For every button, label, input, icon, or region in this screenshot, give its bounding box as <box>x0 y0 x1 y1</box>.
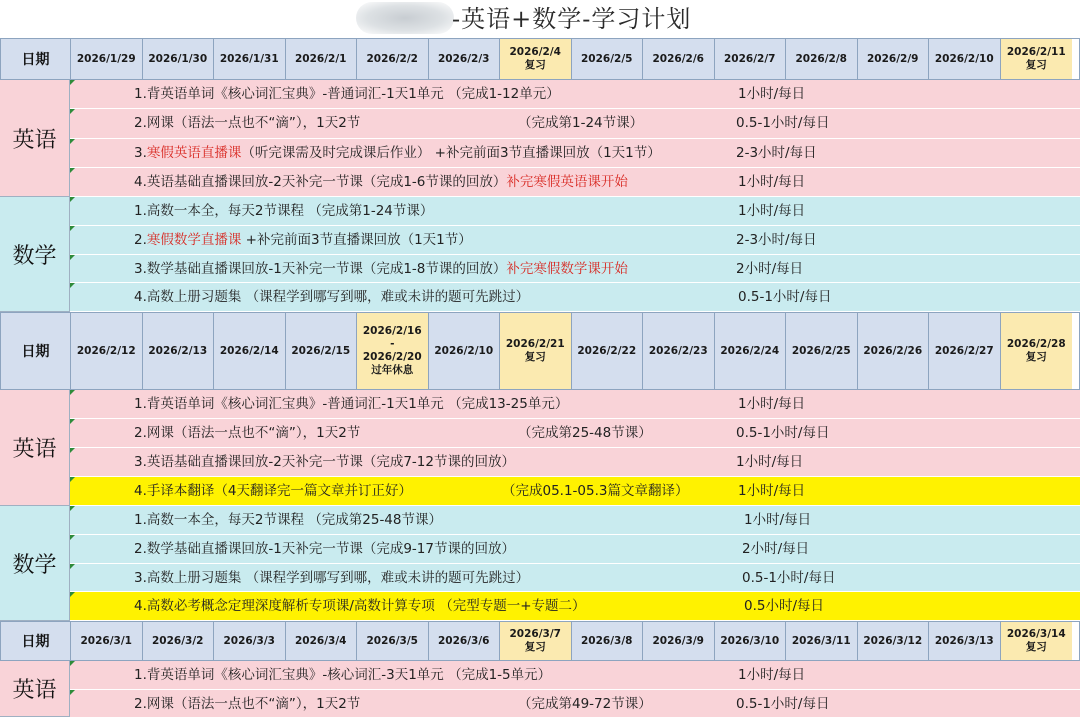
review-label: 复习 <box>1025 641 1047 653</box>
cell-comment-marker <box>70 168 75 173</box>
task-text <box>134 448 515 477</box>
task-text <box>134 168 628 197</box>
cell-comment-marker <box>70 535 75 540</box>
date-cell <box>643 39 715 79</box>
cell-comment-marker <box>70 255 75 260</box>
time-per-day: 1小时/每日 <box>738 396 806 412</box>
date-label: 日期 <box>1 313 71 389</box>
date-text: 2026/2/12 <box>76 344 136 357</box>
task-goal: （完成第1-24节课） <box>518 115 644 132</box>
time-per-day: 0.5小时/每日 <box>744 598 825 615</box>
time-per-day: 2小时/每日 <box>742 540 810 557</box>
date-text: 2026/3/4 <box>294 634 347 647</box>
time-per-day: 1小时/每日 <box>738 483 806 499</box>
cell-comment-marker <box>70 390 75 395</box>
holiday-label: 过年休息 <box>371 364 414 376</box>
task-rows <box>70 80 1080 197</box>
date-text: 2026/2/24 <box>720 344 780 357</box>
cell-comment-marker <box>70 592 75 597</box>
task-text-part: 1.背英语单词《核心词汇宝典》-普通词汇-1天1单元 （完成1-12单元） <box>134 86 560 102</box>
task-text-part: 2.网课（语法一点也不“滴”），1天2节 <box>134 696 361 712</box>
date-cell <box>643 622 715 660</box>
blurred-name-area <box>356 2 454 34</box>
task-text <box>134 283 529 312</box>
task-row <box>70 419 1080 448</box>
task-text <box>134 390 568 419</box>
date-text: 2026/3/2 <box>151 634 204 647</box>
subject-block <box>0 661 1080 717</box>
time-per-day: 2-3小时/每日 <box>736 231 817 248</box>
cell-comment-marker <box>70 226 75 231</box>
task-rows <box>70 661 1080 717</box>
cell-comment-marker <box>70 661 75 666</box>
date-text: 2026/2/2 <box>366 52 418 65</box>
task-text <box>134 535 515 564</box>
review-label: 复习 <box>524 59 546 71</box>
date-cell <box>286 39 358 79</box>
task-row <box>70 139 1080 168</box>
cell-comment-marker <box>70 448 75 453</box>
task-goal: （完成05.1-05.3篇文章翻译） <box>502 483 689 499</box>
date-text: 2026/2/10 <box>434 344 494 357</box>
subject-block <box>0 80 1080 197</box>
date-cell <box>858 39 930 79</box>
task-text <box>134 661 551 690</box>
time-per-day: 1小时/每日 <box>738 667 806 683</box>
date-text: 2026/1/29 <box>76 52 136 65</box>
date-cell <box>286 622 358 660</box>
date-text: 2026/2/14 <box>219 344 279 357</box>
date-text: 2026/2/26 <box>863 344 923 357</box>
date-cell <box>572 39 644 79</box>
date-cell <box>357 39 429 79</box>
task-text <box>134 80 560 109</box>
task-row <box>70 226 1080 255</box>
task-row <box>70 535 1080 564</box>
task-text <box>134 197 433 226</box>
task-text-part: 1.高数一本全，每天2节课程 （完成第1-24节课） <box>134 203 434 219</box>
date-text: 2026/2/25 <box>791 344 851 357</box>
date-cell <box>143 313 215 389</box>
task-row <box>70 448 1080 477</box>
date-cell <box>286 313 358 389</box>
title-bar <box>0 0 1080 38</box>
task-row <box>70 390 1080 419</box>
cell-comment-marker <box>70 197 75 202</box>
time-per-day: 1小时/每日 <box>736 454 804 470</box>
cell-comment-marker <box>70 564 75 569</box>
task-row <box>70 109 1080 138</box>
date-cell <box>929 313 1001 389</box>
task-goal: （完成第25-48节课） <box>518 425 652 441</box>
date-text: 2026/2/5 <box>580 52 633 65</box>
date-range-text: - <box>390 338 395 350</box>
time-per-day: 0.5-1小时/每日 <box>736 425 830 441</box>
date-text: 2026/2/3 <box>437 52 490 65</box>
date-text: 2026/3/8 <box>580 634 633 647</box>
date-row <box>0 621 1080 661</box>
date-cell <box>429 39 501 79</box>
task-text-part: 4.高数必考概念定理深度解析专项课/高数计算专项 （完型专题一+专题二） <box>134 598 586 615</box>
date-cell <box>1001 39 1073 79</box>
date-cell <box>500 622 572 660</box>
date-cell <box>500 39 572 79</box>
subject-label: 英语 <box>0 80 70 197</box>
date-text: 2026/2/8 <box>795 52 847 65</box>
date-cell <box>715 313 787 389</box>
date-cell <box>214 622 286 660</box>
subject-block <box>0 506 1080 621</box>
date-text: 2026/3/1 <box>80 634 132 647</box>
date-text: 2026/1/30 <box>148 52 208 65</box>
date-text: 2026/2/28 <box>1006 338 1066 350</box>
date-range-text: 2026/2/20 <box>362 351 422 363</box>
task-row <box>70 80 1080 109</box>
date-text: 2026/3/5 <box>366 634 418 647</box>
cell-comment-marker <box>70 139 75 144</box>
date-text: 2026/2/22 <box>577 344 637 357</box>
task-text <box>134 564 529 593</box>
task-text-part: 4.手译本翻译（4天翻译完一篇文章并订正好） <box>134 483 412 499</box>
review-label: 复习 <box>1025 351 1047 363</box>
task-text <box>134 592 586 621</box>
english-block <box>0 80 1080 197</box>
task-goal: （完成第49-72节课） <box>518 696 652 712</box>
task-row <box>70 283 1080 312</box>
task-row <box>70 690 1080 717</box>
subject-label: 英语 <box>0 390 70 506</box>
date-text: 2026/2/7 <box>723 52 776 65</box>
task-text-part: 2.数学基础直播课回放-1天补完一节课（完成9-17节课的回放） <box>134 540 515 557</box>
task-text <box>134 477 412 506</box>
date-text: 2026/3/11 <box>791 634 851 647</box>
time-per-day: 0.5-1小时/每日 <box>736 115 830 132</box>
task-row <box>70 661 1080 690</box>
date-row <box>0 38 1080 80</box>
math-block <box>0 197 1080 312</box>
subject-block <box>0 197 1080 312</box>
subject-label: 英语 <box>0 661 70 717</box>
subject-label: 数学 <box>0 197 70 312</box>
time-per-day: 0.5-1小时/每日 <box>742 569 836 586</box>
date-cell <box>786 39 858 79</box>
cell-comment-marker <box>70 477 75 482</box>
date-text: 2026/3/13 <box>934 634 994 647</box>
date-label: 日期 <box>1 622 71 660</box>
task-row <box>70 592 1080 621</box>
date-cell <box>858 622 930 660</box>
date-cell <box>1001 622 1073 660</box>
date-text: 2026/2/15 <box>291 344 351 357</box>
task-text-part: 3. <box>134 144 147 161</box>
date-text: 2026/2/21 <box>505 338 565 350</box>
english-block <box>0 390 1080 506</box>
date-cell <box>214 39 286 79</box>
date-cell <box>572 313 644 389</box>
highlight-text: 寒假英语直播课 <box>146 144 242 161</box>
task-text <box>134 226 472 255</box>
task-rows <box>70 390 1080 506</box>
english-block <box>0 661 1080 717</box>
cell-comment-marker <box>70 109 75 114</box>
task-text-part: 4.英语基础直播课回放-2天补完一节课（完成1-6节课的回放） <box>134 173 507 190</box>
cell-comment-marker <box>70 506 75 511</box>
task-text-part: 1.背英语单词《核心词汇宝典》-普通词汇-1天1单元 （完成13-25单元） <box>134 396 569 412</box>
date-text: 2026/3/6 <box>437 634 490 647</box>
date-text: 2026/2/23 <box>648 344 708 357</box>
task-rows <box>70 197 1080 312</box>
task-text <box>134 255 628 284</box>
date-cell <box>786 313 858 389</box>
subject-block <box>0 390 1080 506</box>
date-text: 2026/1/31 <box>219 52 279 65</box>
task-text-part: 1.高数一本全，每天2节课程 （完成第25-48节课） <box>134 512 442 528</box>
time-per-day: 0.5-1小时/每日 <box>736 696 830 712</box>
date-cell <box>71 622 143 660</box>
time-per-day: 1小时/每日 <box>738 203 806 219</box>
date-cell <box>643 313 715 389</box>
task-text <box>134 109 360 138</box>
task-row <box>70 255 1080 284</box>
task-row <box>70 477 1080 506</box>
task-rows <box>70 506 1080 621</box>
date-text: 2026/3/12 <box>863 634 923 647</box>
date-header-row <box>0 38 1080 80</box>
date-cell <box>429 622 501 660</box>
date-text: 2026/2/6 <box>652 52 704 65</box>
task-text <box>134 690 360 717</box>
task-text-part: 3.高数上册习题集 （课程学到哪写到哪，难或未讲的题可先跳过） <box>134 569 530 586</box>
task-row <box>70 197 1080 226</box>
date-cell <box>715 39 787 79</box>
date-cell <box>143 622 215 660</box>
date-text: 2026/3/10 <box>720 634 780 647</box>
task-text-part: 2.网课（语法一点也不“滴”），1天2节 <box>134 115 361 132</box>
task-row <box>70 168 1080 197</box>
date-cell <box>71 313 143 389</box>
math-block <box>0 506 1080 621</box>
date-text: 2026/3/14 <box>1006 628 1066 640</box>
review-label: 复习 <box>1025 59 1047 71</box>
date-text: 2026/2/9 <box>866 52 919 65</box>
date-text: 2026/2/16 <box>362 325 422 337</box>
date-cell <box>214 313 286 389</box>
date-text: 2026/3/9 <box>652 634 704 647</box>
date-cell <box>929 622 1001 660</box>
cell-comment-marker <box>70 690 75 695</box>
time-per-day: 1小时/每日 <box>744 512 812 528</box>
date-cell <box>143 39 215 79</box>
date-text: 2026/2/1 <box>294 52 347 65</box>
date-text: 2026/2/13 <box>148 344 208 357</box>
highlight-text: 补完寒假数学课开始 <box>506 260 628 277</box>
task-text-part: +补完前面3节直播课回放（1天1节） <box>241 231 472 248</box>
highlight-text: 补完寒假英语课开始 <box>506 173 628 190</box>
task-text-part: 2.网课（语法一点也不“滴”），1天2节 <box>134 425 361 441</box>
task-text-part: 1.背英语单词《核心词汇宝典》-核心词汇-3天1单元 （完成1-5单元） <box>134 667 552 683</box>
date-text: 2026/2/4 <box>509 46 561 58</box>
date-cell <box>429 313 501 389</box>
date-text: 2026/2/27 <box>934 344 994 357</box>
review-label: 复习 <box>524 351 546 363</box>
date-header-row <box>0 621 1080 661</box>
task-text-part: 2. <box>134 231 147 248</box>
task-row <box>70 506 1080 535</box>
subject-label: 数学 <box>0 506 70 621</box>
page-title: -英语+数学-学习计划 <box>452 5 692 33</box>
time-per-day: 2小时/每日 <box>736 260 804 277</box>
time-per-day: 0.5-1小时/每日 <box>738 289 832 306</box>
review-label: 复习 <box>524 641 546 653</box>
task-text-part: （听完课需及时完成课后作业） +补完前面3节直播课回放（1天1节） <box>241 144 661 161</box>
date-text: 2026/2/11 <box>1006 46 1066 58</box>
date-cell <box>500 313 572 389</box>
date-cell <box>357 622 429 660</box>
date-cell <box>71 39 143 79</box>
date-text: 2026/3/7 <box>509 628 561 640</box>
task-text-part: 3.英语基础直播课回放-2天补完一节课（完成7-12节课的回放） <box>134 454 515 470</box>
cell-comment-marker <box>70 80 75 85</box>
date-cell <box>715 622 787 660</box>
cell-comment-marker <box>70 283 75 288</box>
highlight-text: 寒假数学直播课 <box>146 231 242 248</box>
time-per-day: 1小时/每日 <box>738 173 806 190</box>
task-text <box>134 419 360 448</box>
task-text <box>134 139 661 168</box>
date-label: 日期 <box>1 39 71 79</box>
task-row <box>70 564 1080 593</box>
date-header-row <box>0 312 1080 390</box>
task-text <box>134 506 442 535</box>
date-row <box>0 312 1080 390</box>
date-cell <box>357 313 429 389</box>
time-per-day: 1小时/每日 <box>738 86 806 102</box>
date-cell <box>1001 313 1073 389</box>
date-cell <box>929 39 1001 79</box>
task-text-part: 3.数学基础直播课回放-1天补完一节课（完成1-8节课的回放） <box>134 260 507 277</box>
date-text: 2026/2/10 <box>934 52 994 65</box>
date-cell <box>572 622 644 660</box>
task-text-part: 4.高数上册习题集 （课程学到哪写到哪，难或未讲的题可先跳过） <box>134 289 530 306</box>
date-cell <box>858 313 930 389</box>
time-per-day: 2-3小时/每日 <box>736 144 817 161</box>
cell-comment-marker <box>70 419 75 424</box>
date-cell <box>786 622 858 660</box>
date-text: 2026/3/3 <box>223 634 275 647</box>
